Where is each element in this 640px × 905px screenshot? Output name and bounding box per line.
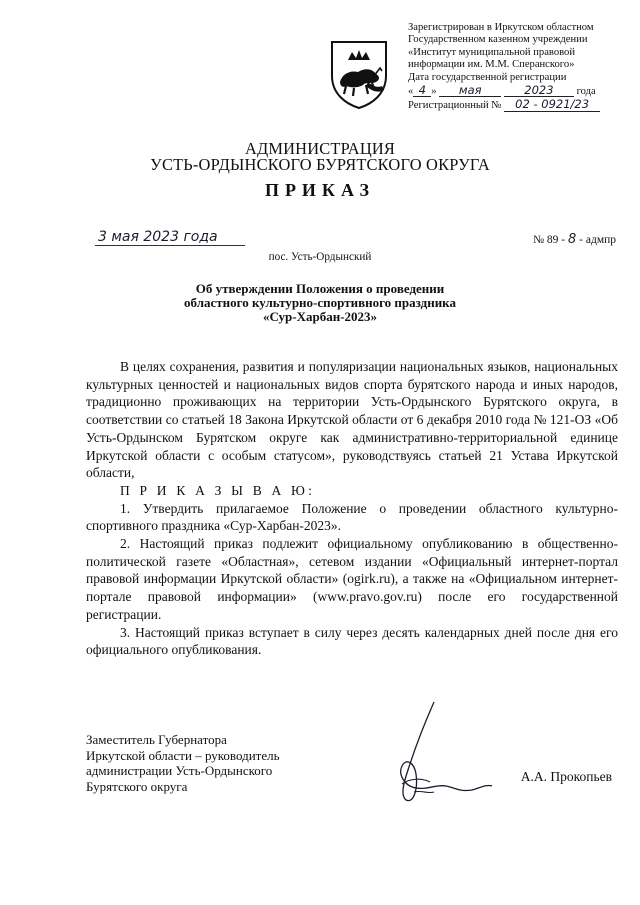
organization-name: АДМИНИСТРАЦИЯ [244, 139, 396, 158]
order-number-suffix: - адмпр [579, 234, 616, 246]
stamp-line: Зарегистрирован в Иркутском областном [408, 22, 594, 33]
coat-of-arms-emblem [328, 38, 390, 110]
stamp-registration-number [408, 98, 634, 112]
stamp-line: Государственном казенном учреждении [408, 34, 588, 46]
stamp-registration-date: « 4 » мая 2023 года [408, 83, 596, 98]
order-item-1: 1. Утвердить прилагаемое Положение о проведении областного культурно-спортивного праздника «Сур-Харбан-2023». [86, 500, 618, 534]
date-underline [95, 245, 245, 246]
position-line: администрации Усть-Ордынского [86, 763, 273, 778]
signer-name: А.А. Прокопьев [520, 769, 612, 784]
subject-line: «Сур-Харбан-2023» [262, 309, 378, 324]
registration-stamp [408, 22, 634, 113]
position-line: Заместитель Губернатора [86, 732, 227, 747]
preamble-paragraph: В целях сохранения, развития и популяризации национальных языков, национальных культурных ценностей и национальных видов спорта бурятского народа и иных народов, традиционно проживающих на территории Усть-Ордынского Бурятского округа, в соответствии со статьей 18 Закона Иркутской области от 6 декабря 2010 года № 121-ОЗ «Об Усть-Ордынском Бурятском округе как административно-территориальной единице Иркутской области с особым статусом», руководствуясь статьей 21 Устава Иркутской области, [86, 359, 618, 481]
stamp-date-day: 4 [413, 84, 431, 97]
order-item-2: 2. Настоящий приказ подлежит официальному опубликованию в общественно-политической газете «Областная», сетевом издании «Официальный интернет-портал правовой информации Иркутской области» (ogirk.ru), а также на «Официальном интернет-портале правовой информации» (www.pravo.gov.ru) после его государственной регистрации. [86, 536, 618, 622]
order-number-handwritten: 8 [568, 232, 577, 247]
signer-position [86, 732, 280, 794]
order-item-3: 3. Настоящий приказ вступает в силу через десять календарных дней после дня его официального опубликования. [86, 624, 618, 658]
position-line: Бурятского округа [86, 778, 188, 794]
order-number [533, 232, 616, 247]
subject-line: Об утверждении Положения о проведении [195, 281, 445, 296]
stamp-date-year: 2023 [504, 84, 574, 97]
order-body [86, 358, 618, 659]
order-subject [0, 282, 640, 324]
order-number-prefix: № 89 - [533, 234, 566, 246]
stamp-reg-number: 02 - 0921/23 [504, 98, 600, 111]
handwritten-signature [356, 700, 556, 810]
stamp-line: Дата государственной регистрации [408, 71, 567, 83]
organization-district: УСТЬ-ОРДЫНСКОГО БУРЯТСКОГО ОКРУГА [150, 155, 490, 174]
position-line: Иркутской области – руководитель [86, 747, 280, 763]
stamp-line: информации им. М.М. Сперанского» [408, 59, 575, 71]
subject-line: областного культурно-спортивного праздника [184, 295, 456, 310]
issue-place: пос. Усть-Ордынский [268, 251, 372, 263]
stamp-reg-label: Регистрационный № [408, 100, 502, 112]
document-title: ПРИКАЗ [264, 180, 376, 200]
order-word: П Р И К А З Ы В А Ю: [120, 482, 316, 498]
order-date: 3 мая 2023 года [98, 229, 218, 245]
stamp-date-month: мая [439, 84, 501, 97]
stamp-year-suffix: года [576, 86, 596, 98]
stamp-line: «Институт муниципальной правовой [408, 46, 576, 58]
